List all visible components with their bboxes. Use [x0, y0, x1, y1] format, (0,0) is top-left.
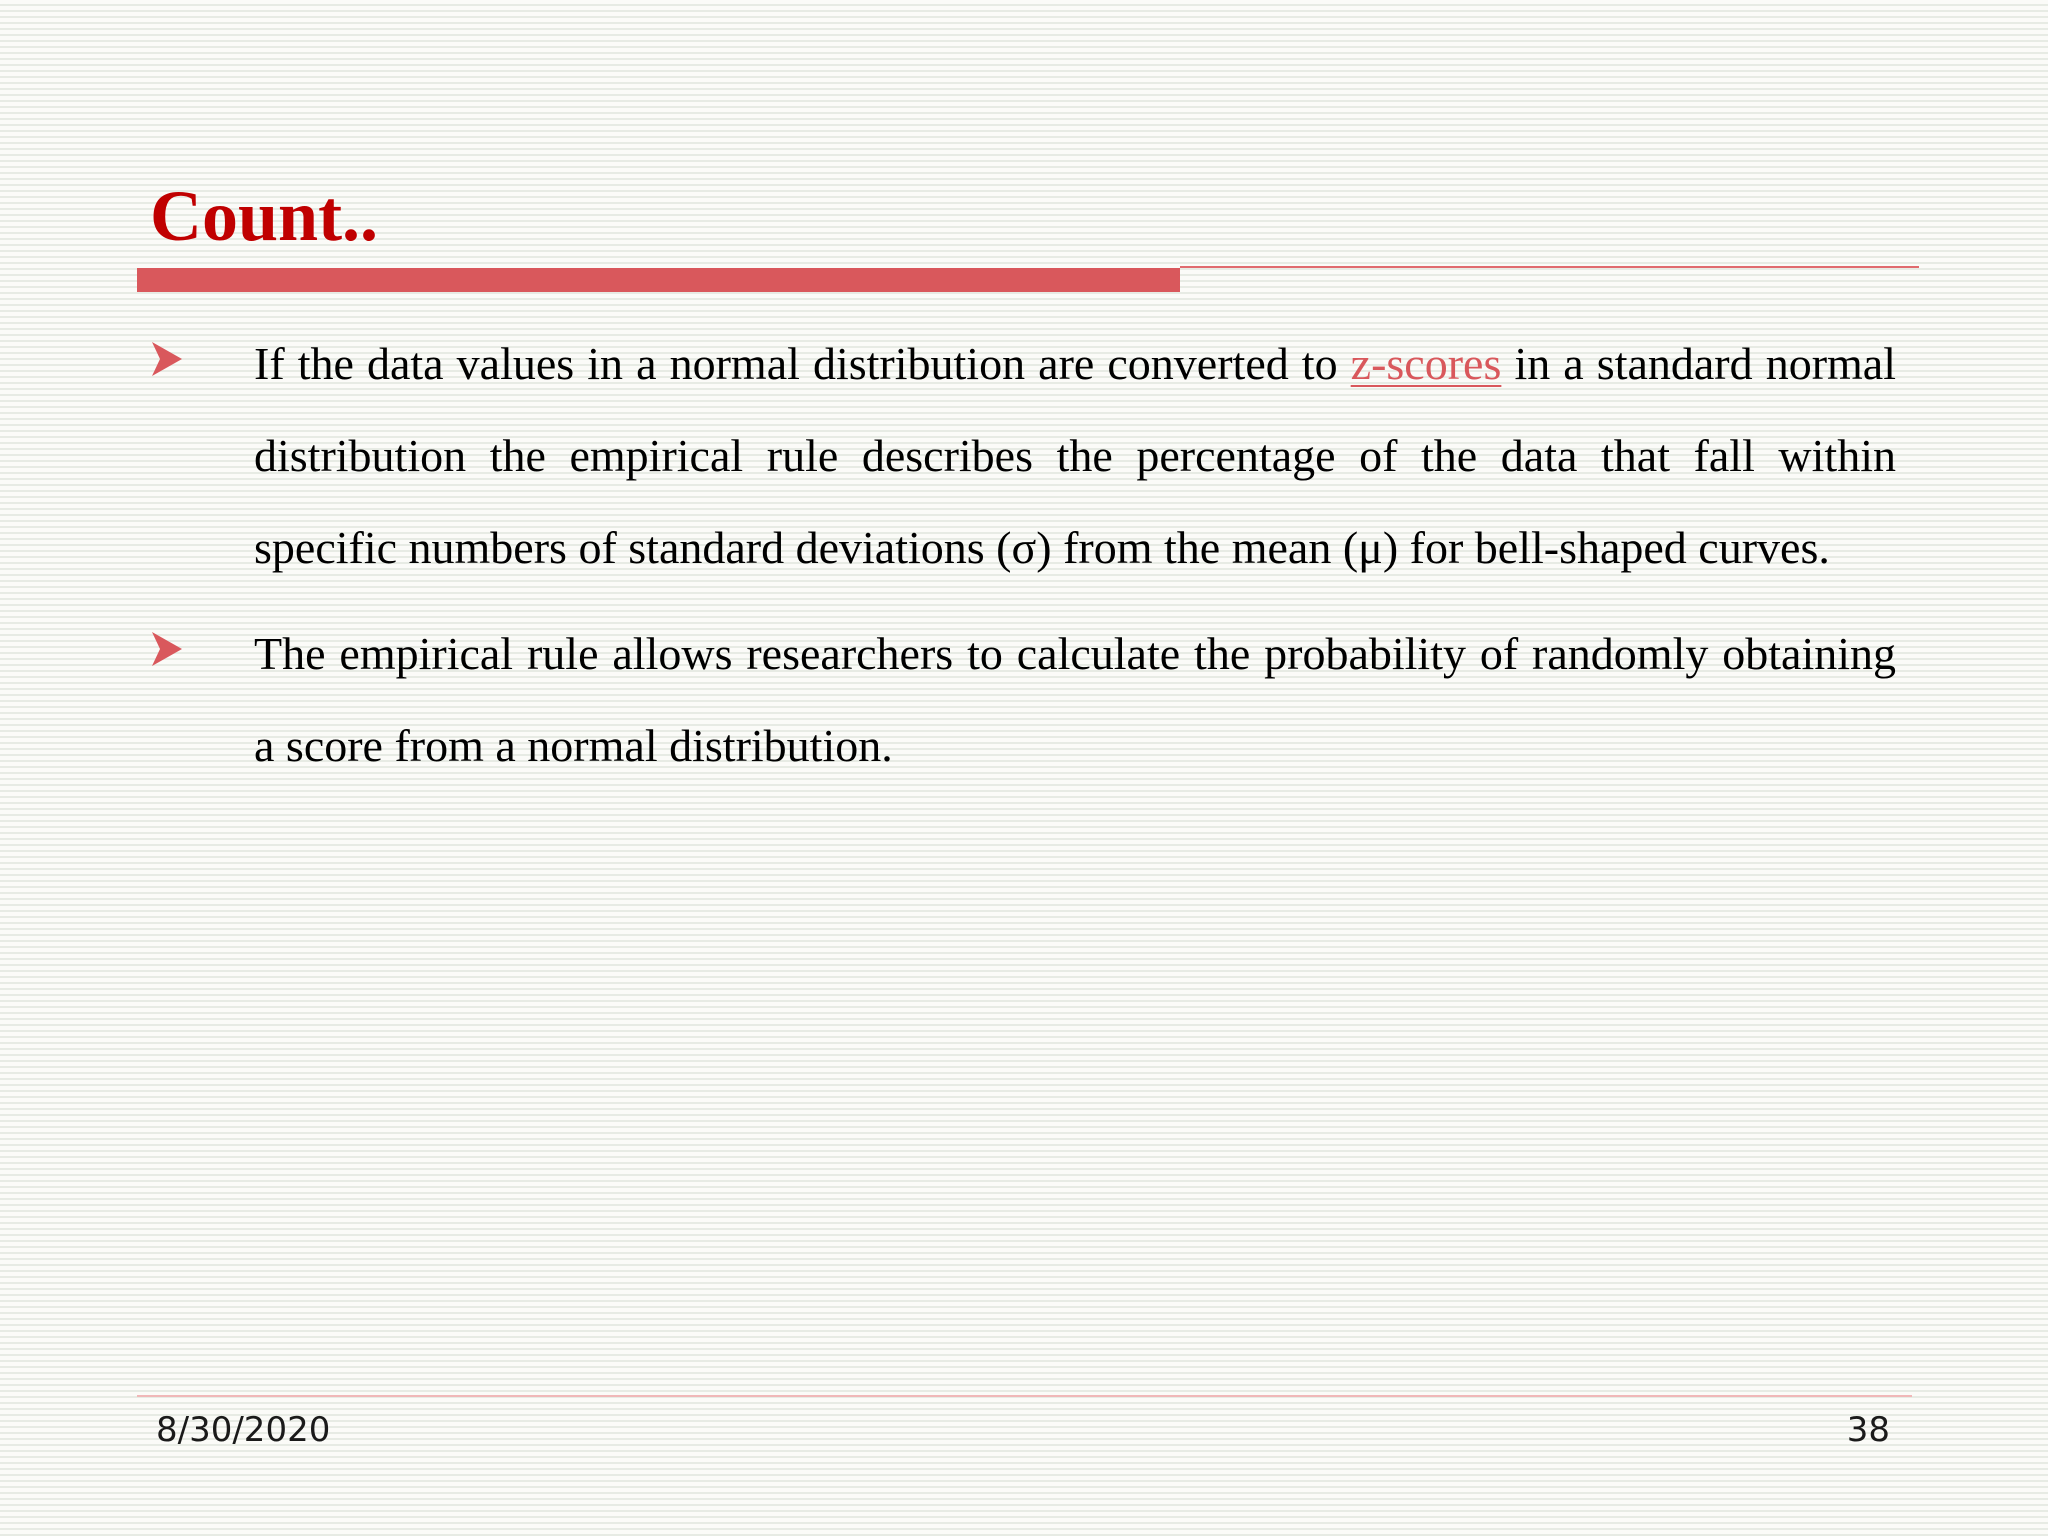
- arrowhead-bullet-icon: [150, 340, 184, 378]
- bullet-text-1-before-link: If the data values in a normal distribution are converted to: [254, 338, 1351, 389]
- bullet-text-1: [254, 318, 1896, 594]
- title-thin-rule: [1180, 266, 1919, 268]
- footer-rule: [137, 1395, 1912, 1397]
- page-number: 38: [1846, 1410, 1890, 1450]
- arrowhead-bullet-icon: [150, 630, 184, 668]
- z-scores-link[interactable]: z-scores: [1350, 338, 1502, 389]
- bullet-item-2: [150, 608, 1896, 792]
- slide-title: Count..: [150, 176, 379, 256]
- bullet-list: [150, 318, 1896, 792]
- footer-date: 8/30/2020: [156, 1410, 331, 1450]
- bullet-item-1: [150, 318, 1896, 594]
- bullet-text-1-after-link: in a standard normal distribution the empirical rule describes the percentage of the data that fall within specific numbers of standard deviations (σ) from the mean (μ) for bell-shaped curves.: [254, 338, 1896, 573]
- bullet-text-2: The empirical rule allows researchers to calculate the probability of randomly obtaining a score from a normal distribution.: [254, 628, 1896, 771]
- title-accent-bar: [137, 268, 1180, 292]
